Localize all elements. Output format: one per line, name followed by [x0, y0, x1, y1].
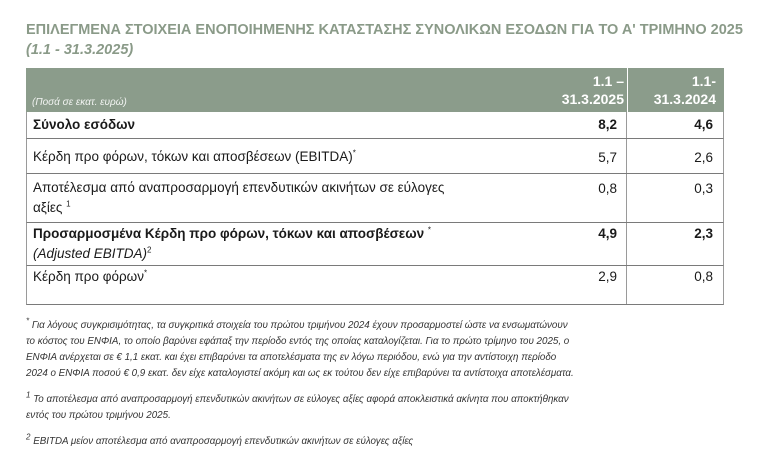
table-row [26, 223, 724, 266]
value-2025: 8,2 [598, 117, 617, 132]
column-header-2024: 1.1- 31.3.2024 [653, 73, 716, 107]
footnote-adjusted-ebitda: $^2$ EBITDA μείον αποτέλεσμα από αναπροσαρμογή επενδυτικών ακινήτων σε εύλογες αξίες [26, 432, 414, 447]
table-row [26, 174, 724, 223]
row-label: Κέρδη προ φόρων* [33, 268, 148, 284]
value-2025: 5,7 [598, 150, 617, 165]
title-period: (1.1 - 31.3.2025) [26, 42, 134, 58]
footnote-enfia: * Για λόγους συγκρισιμότητας, τα συγκριτικά στοιχεία του πρώτου τριμήνου 2024 έχουν προσαρμοστεί ώστε να ενσωματώνουν το κόστος του ΕΝΦΙΑ, το οποίο βαρύνει εφάπαξ την περίοδο εντός της οποίας καταλογίζεται. Για το πρώτο τρίμηνο του 2025, ο ΕΝΦΙΑ ανέρχεται σε € 1,1 εκατ. και έχει επιβαρύνει τα αποτελέσματα της εν λόγω περιόδου, ενώ για την αντίστοιχη περίοδο 2024 ο ΕΝΦΙΑ ποσού € 0,9 εκατ. δεν είχε καταλογιστεί ακόμη και ως εκ τούτου δεν είχε επιβαρύνει τα αντίστοιχα αποτελέσματα. [26, 316, 574, 379]
unit-note: (Ποσά σε εκατ. ευρώ) [32, 97, 127, 108]
row-label: Σύνολο εσόδων [33, 117, 136, 132]
column-header-2025: 1.1 – 31.3.2025 [561, 73, 624, 107]
value-2025: 0,8 [598, 181, 617, 196]
value-2024: 2,3 [694, 226, 713, 241]
value-2024: 0,8 [694, 269, 713, 284]
title-main: ΕΠΙΛΕΓΜΕΝΑ ΣΤΟΙΧΕΙΑ ΕΝΟΠΟΙΗΜΕΝΗΣ ΚΑΤΑΣΤΑΣΗΣ ΣΥΝΟΛΙΚΩΝ ΕΣΟΔΩΝ ΓΙΑ ΤΟ Α' ΤΡΙΜΗΝΟ 2025 [26, 22, 743, 38]
table-row [26, 139, 724, 174]
value-2024: 0,3 [694, 181, 713, 196]
table-row [26, 266, 724, 305]
value-2025: 2,9 [598, 269, 617, 284]
value-2024: 4,6 [694, 117, 713, 132]
table-row [26, 112, 724, 139]
table-header [26, 68, 724, 112]
value-2025: 4,9 [598, 226, 617, 241]
row-label: Προσαρμοσμένα Κέρδη προ φόρων, τόκων και αποσβέσεων * (Adjusted EBITDA)$^2$ [33, 225, 432, 261]
row-label: Κέρδη προ φόρων, τόκων και αποσβέσεων (EBITDA)* [33, 148, 356, 164]
income-table [26, 68, 724, 305]
value-2024: 2,6 [694, 150, 713, 165]
row-label: Αποτέλεσμα από αναπροσαρμογή επενδυτικών ακινήτων σε εύλογες αξίες $^1$ [33, 180, 445, 215]
document-title [26, 20, 746, 60]
footnote-revaluation: $^1$ Το αποτέλεσμα από αναπροσαρμογή επενδυτικών ακινήτων σε εύλογες αξίες αφορά αποκλειστικά ακίνητα που αποκτήθηκαν εντός του πρώτου τριμήνου 2025. [26, 390, 569, 421]
